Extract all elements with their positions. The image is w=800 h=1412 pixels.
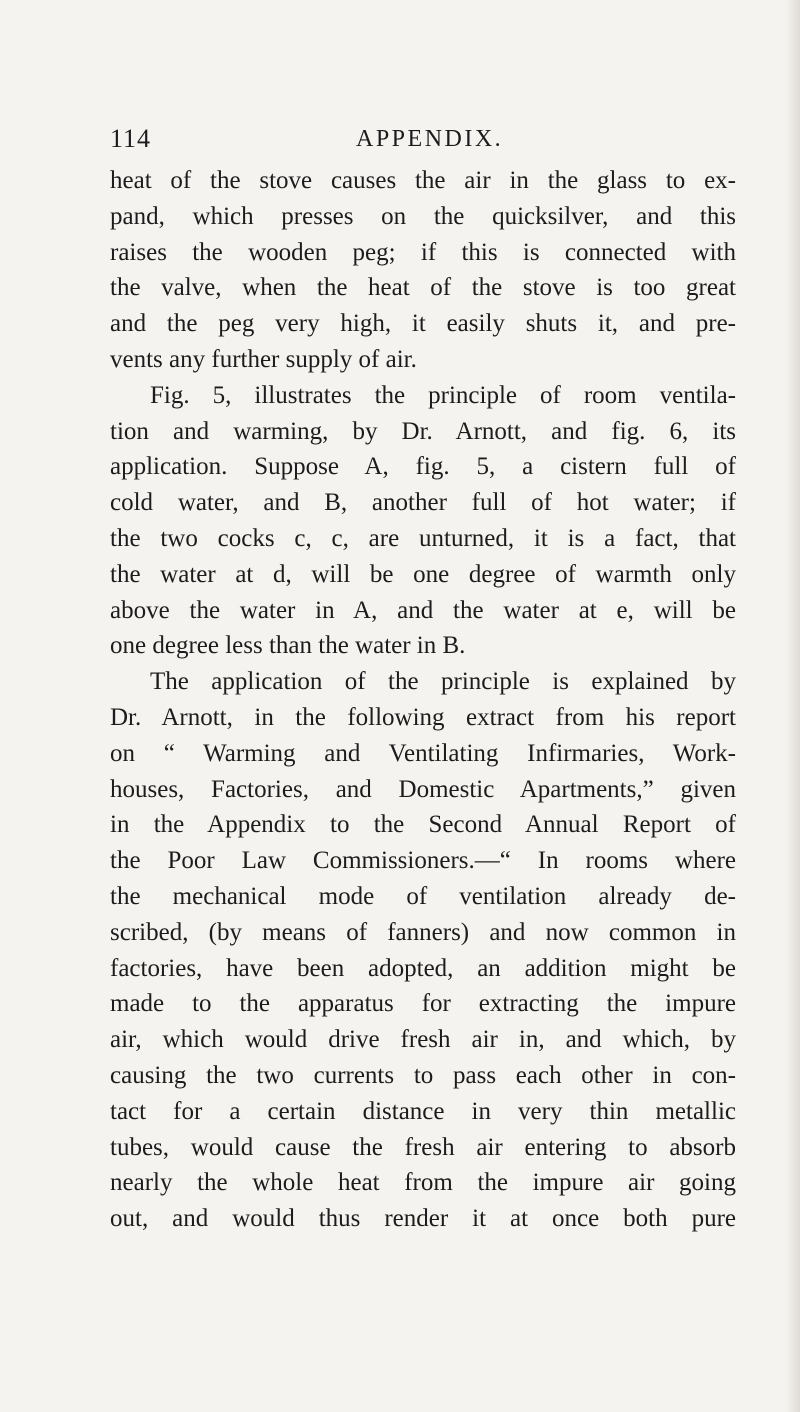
text-line: raises the wooden peg; if this is connected with	[110, 238, 736, 266]
text-line: nearly the whole heat from the impure air going	[110, 1169, 736, 1197]
text-line: one degree less than the water in B.	[110, 632, 466, 660]
text-line: on “ Warming and Ventilating Infirmaries, Work-	[110, 739, 736, 767]
text-line: the water at d, will be one degree of warmth only	[110, 560, 736, 588]
text-line: factories, have been adopted, an addition might be	[110, 954, 736, 982]
text-line: the two cocks c, c, are unturned, it is a fact, that	[110, 524, 736, 552]
text-line: Fig. 5, illustrates the principle of room ventila-	[150, 381, 736, 409]
text-line: in the Appendix to the Second Annual Report of	[110, 811, 736, 839]
text-line: made to the apparatus for extracting the impure	[110, 990, 736, 1018]
text-line: cold water, and B, another full of hot water; if	[110, 489, 736, 517]
text-line: pand, which presses on the quicksilver, and this	[110, 202, 736, 230]
text-line: the mechanical mode of ventilation already de-	[110, 882, 736, 910]
text-line: Dr. Arnott, in the following extract from his report	[110, 703, 736, 731]
body-text	[110, 163, 736, 1237]
text-line: tact for a certain distance in very thin metallic	[110, 1097, 736, 1125]
text-line: air, which would drive fresh air in, and which, by	[110, 1026, 736, 1054]
text-line: out, and would thus render it at once both pure	[110, 1205, 736, 1233]
text-line: scribed, (by means of fanners) and now common in	[110, 918, 736, 946]
text-line: causing the two currents to pass each other in con-	[110, 1061, 736, 1089]
text-line: The application of the principle is explained by	[150, 668, 736, 696]
page-number: 114	[110, 124, 152, 153]
text-line: and the peg very high, it easily shuts it, and pre-	[110, 310, 736, 338]
running-head	[110, 122, 720, 156]
text-line: houses, Factories, and Domestic Apartments,” given	[110, 775, 736, 803]
section-title: APPENDIX.	[356, 126, 504, 152]
text-line: heat of the stove causes the air in the glass to ex-	[110, 167, 736, 194]
text-line: the Poor Law Commissioners.—“ In rooms where	[110, 847, 736, 875]
text-line: vents any further supply of air.	[110, 345, 417, 373]
text-line: application. Suppose A, fig. 5, a cistern full of	[110, 453, 736, 481]
text-line: above the water in A, and the water at e, will be	[110, 596, 736, 624]
page-edge-shadow	[786, 0, 800, 1412]
text-line: tubes, would cause the fresh air entering to absorb	[110, 1133, 736, 1161]
text-line: tion and warming, by Dr. Arnott, and fig. 6, its	[110, 417, 736, 445]
text-line: the valve, when the heat of the stove is too great	[110, 274, 736, 302]
